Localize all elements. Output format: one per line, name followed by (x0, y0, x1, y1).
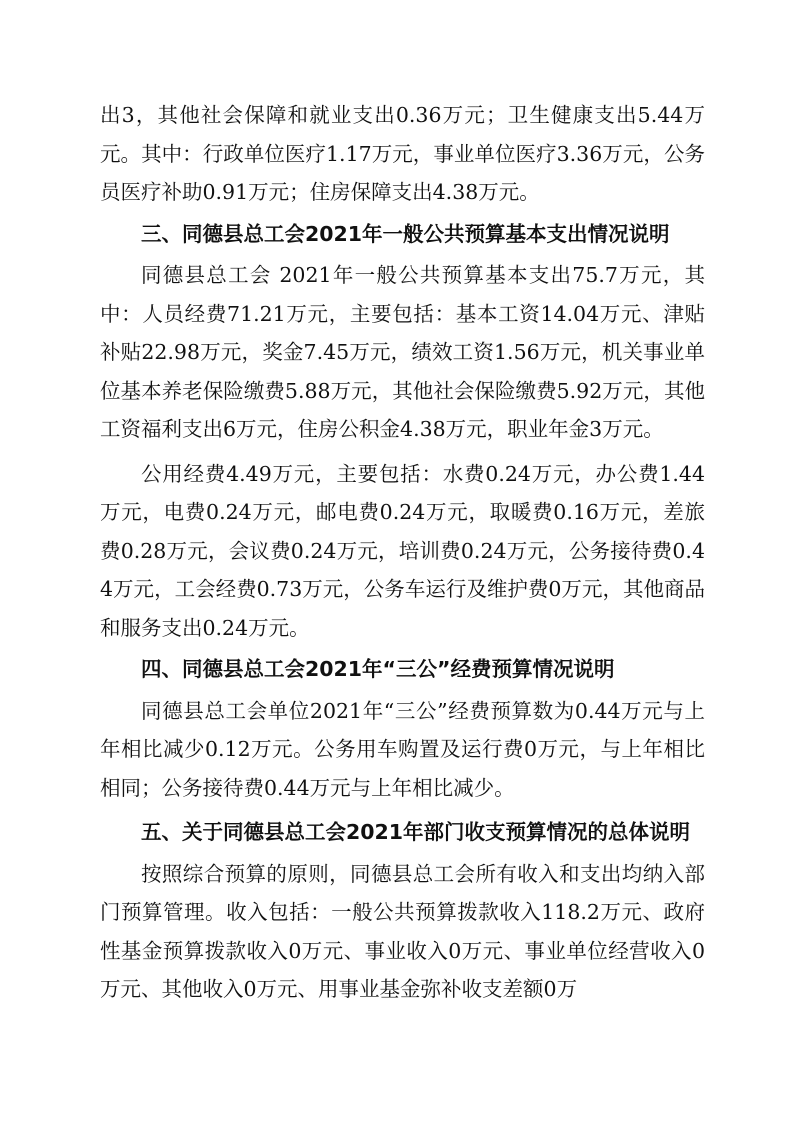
heading-basic-expenditure: 三、同德县总工会2021年一般公共预算基本支出情况说明 (141, 221, 670, 246)
paragraph-public-expenses: 公用经费4.49万元，主要包括：水费0.24万元，办公费1.44万元，电费0.24万元，邮电费0.24万元，取暖费0.16万元，差旅费0.28万元，会议费0.24万元，培训费0.24万元，公务接待费0.44万元，工会经费0.73万元，公务车运行及维护费0万元，其他商品和服务支出0.24万元。 (100, 461, 705, 640)
heading-three-public-expenses: 四、同德县总工会2021年“三公”经费预算情况说明 (141, 657, 615, 681)
document-page (100, 96, 705, 1009)
paragraph-income-summary: 按照综合预算的原则，同德县总工会所有收入和支出均纳入部门预算管理。收入包括：一般公共预算拨款收入118.2万元、政府性基金预算拨款收入0万元、事业收入0万元、事业单位经营收入0万元、其他收入0万元、用事业基金弥补收支差额0万 (100, 861, 705, 1001)
paragraph-social-security-health: 出3，其他社会保障和就业支出0.36万元；卫生健康支出5.44万元。其中：行政单位医疗1.17万元，事业单位医疗3.36万元，公务员医疗补助0.91万元；住房保障支出4.38万元。 (100, 103, 705, 204)
paragraph-personnel-expenses: 同德县总工会 2021年一般公共预算基本支出75.7万元，其中：人员经费71.21万元，主要包括：基本工资14.04万元、津贴补贴22.98万元，奖金7.45万元，绩效工资1.56万元，机关事业单位基本养老保险缴费5.88万元，其他社会保险缴费5.92万元，其他工资福利支出6万元，住房公积金4.38万元，职业年金3万元。 (100, 263, 705, 441)
heading-overall-budget: 五、关于同德县总工会2021年部门收支预算情况的总体说明 (141, 820, 691, 844)
paragraph-three-public-budget: 同德县总工会单位2021年“三公”经费预算数为0.44万元与上年相比减少0.12万元。公务用车购置及运行费0万元，与上年相比相同；公务接待费0.44万元与上年相比减少。 (100, 698, 705, 800)
